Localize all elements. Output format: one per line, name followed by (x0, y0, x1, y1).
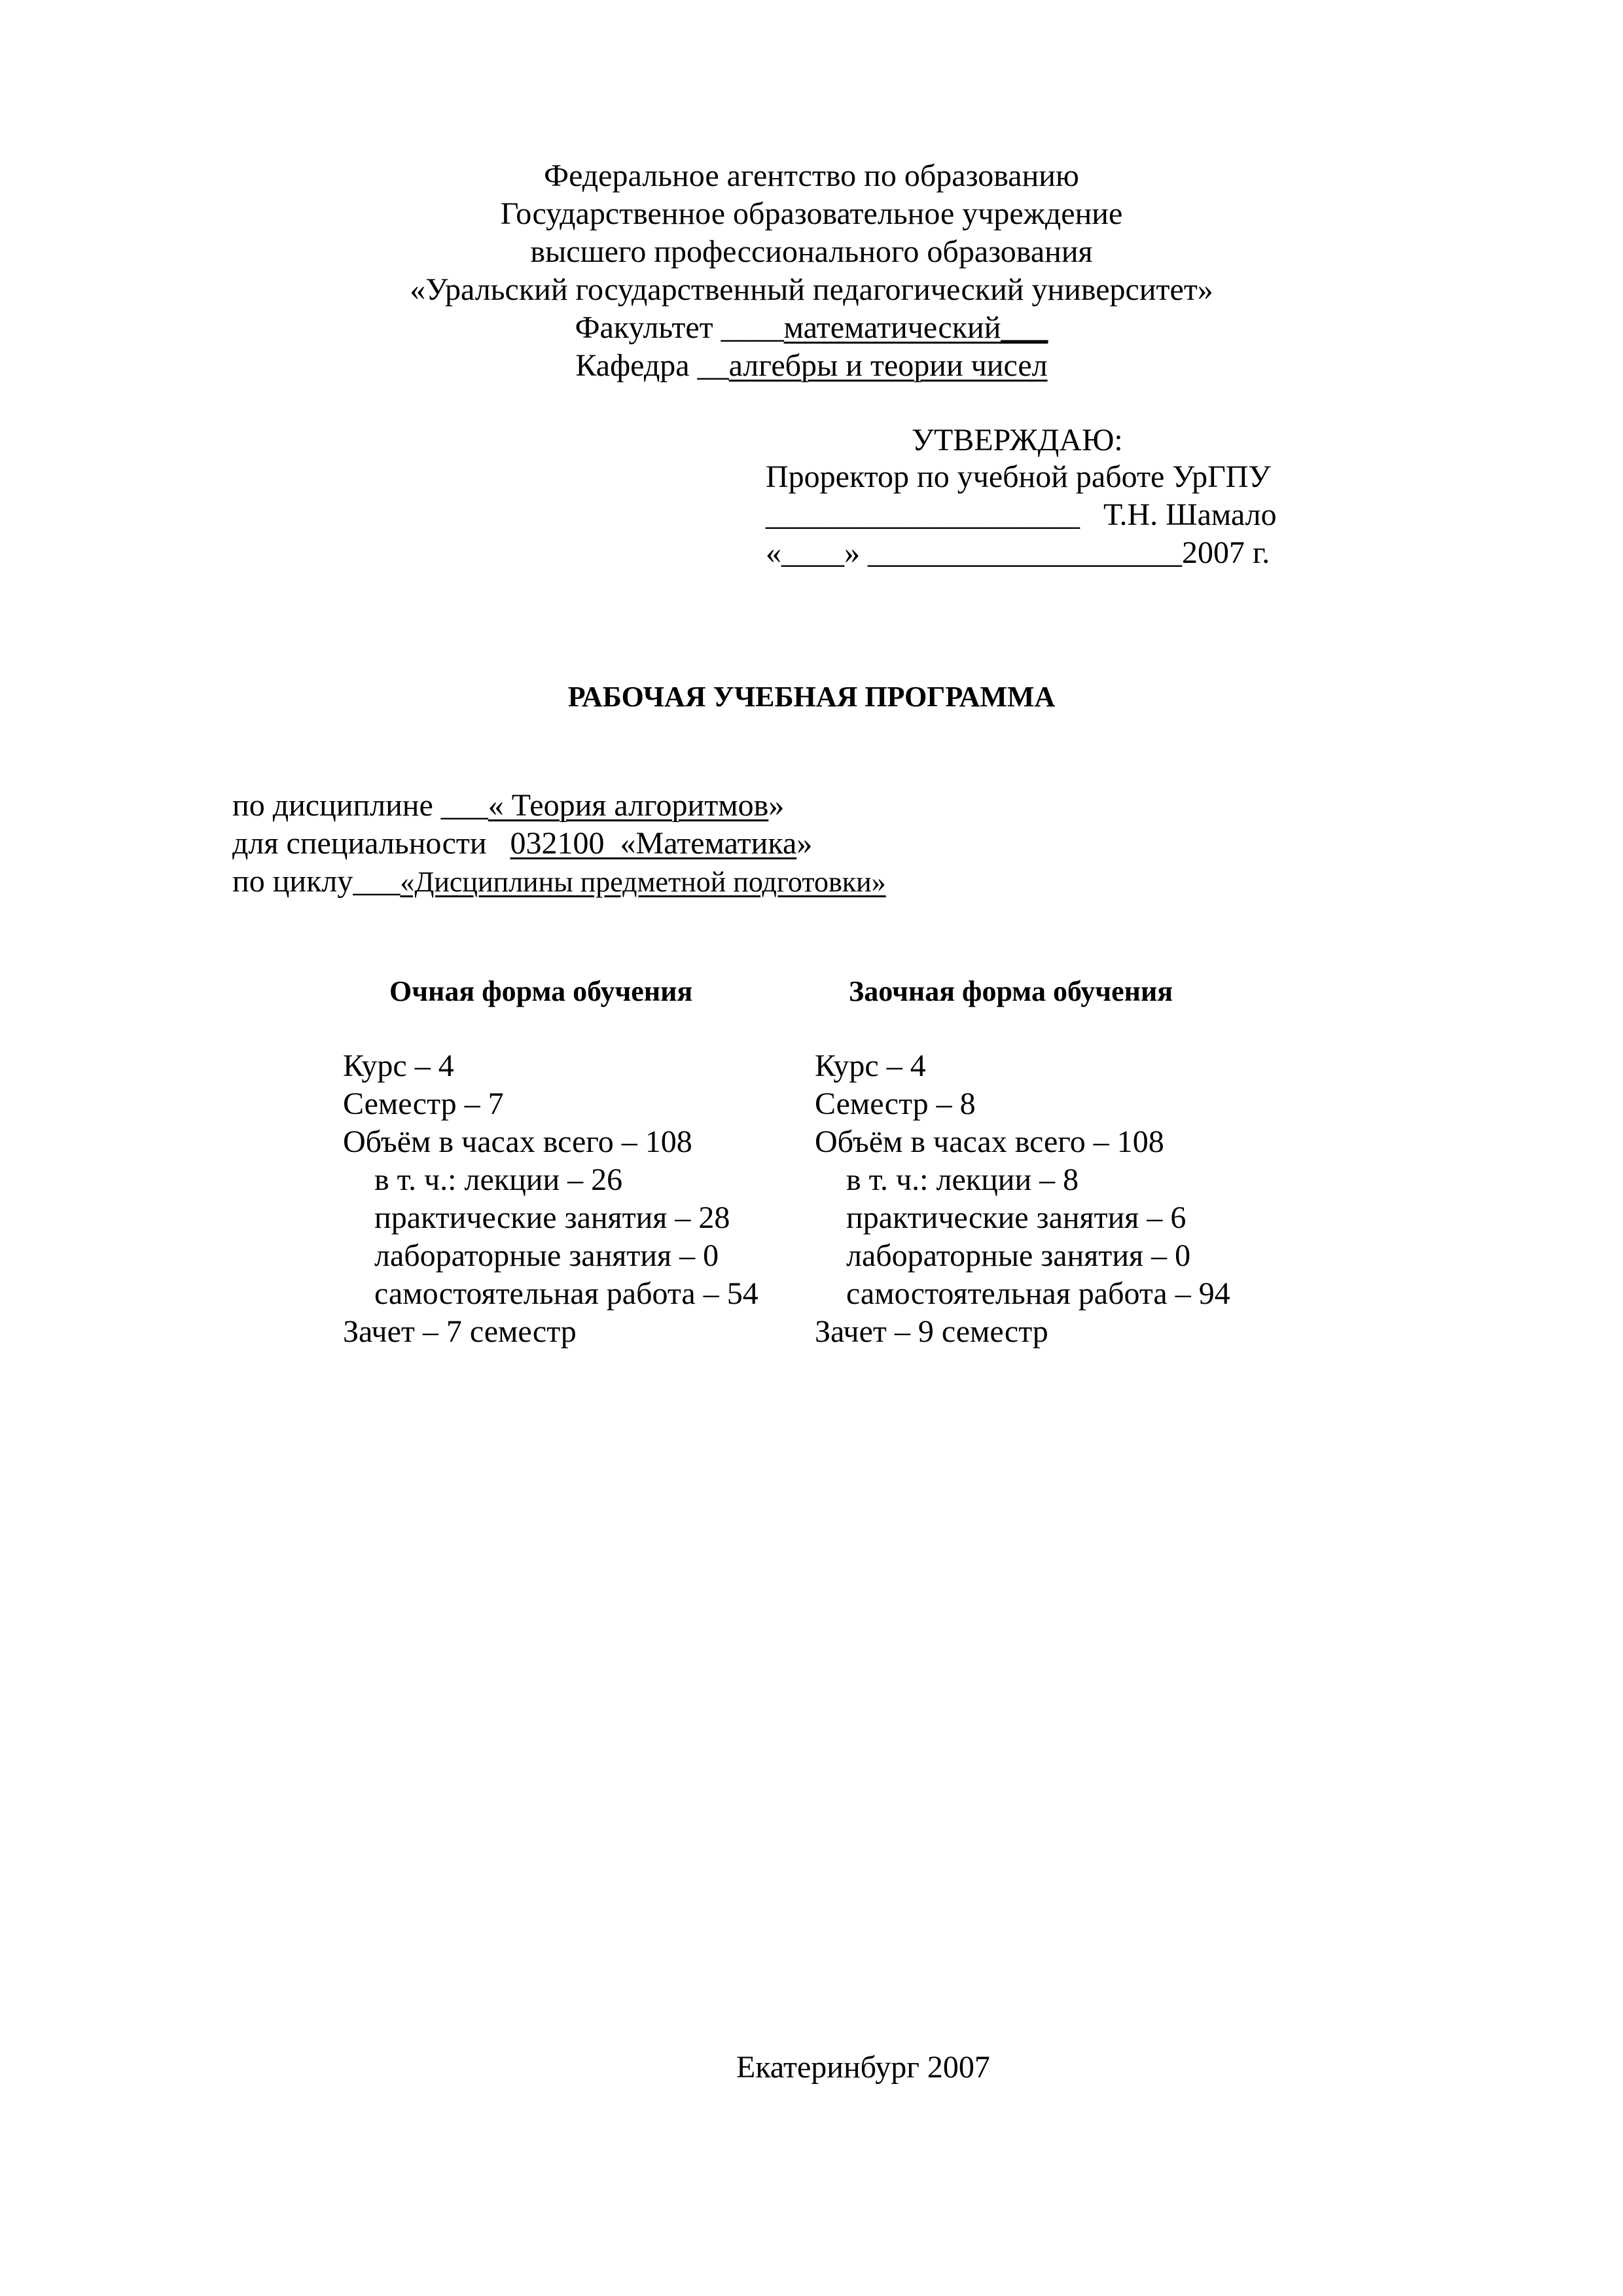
full-time-independent: самостоятельная работа – 54 (374, 1276, 758, 1311)
signatory-name: Т.Н. Шамало (1080, 497, 1277, 532)
full-time-course: Курс – 4 (343, 1049, 454, 1083)
cycle-line (232, 863, 886, 901)
full-time-lab: лабораторные занятия – 0 (374, 1238, 719, 1273)
specialty-line (232, 825, 812, 863)
date-blank-day: ____ (781, 535, 844, 570)
department-value: алгебры и теории чисел (728, 348, 1048, 383)
part-time-course: Курс – 4 (815, 1049, 926, 1083)
part-time-practical: практические занятия – 6 (846, 1200, 1186, 1235)
department-label: Кафедра (575, 348, 698, 383)
signature-blank: __________________ (797, 497, 1080, 532)
full-time-heading: Очная форма обучения (389, 975, 693, 1007)
specialty-label: для специальности (232, 826, 510, 861)
part-time-lectures: в т. ч.: лекции – 8 (846, 1162, 1079, 1197)
approval-date-line (766, 534, 1270, 572)
specialty-value: 032100 «Математика (510, 826, 797, 861)
approval-signature-line (766, 496, 1277, 534)
department-blank: __ (697, 348, 729, 383)
part-time-lab: лабораторные занятия – 0 (846, 1238, 1191, 1273)
agency-line: Федеральное агентство по образованию (544, 158, 1079, 193)
discipline-close: » (768, 788, 785, 823)
cycle-label: по циклу (232, 864, 353, 899)
date-close-quote: » (844, 535, 868, 570)
signature-line-start: __ (766, 497, 797, 532)
institution-type-line: Государственное образовательное учреждение (500, 196, 1123, 231)
part-time-semester: Семестр – 8 (815, 1086, 976, 1121)
cycle-blank: ___ (353, 864, 401, 899)
education-level-line: высшего профессионального образования (530, 234, 1093, 269)
date-year: _2007 г. (1166, 535, 1270, 570)
date-blank-month2: _____ (1088, 535, 1166, 570)
university-line: «Уральский государственный педагогический университет» (410, 272, 1213, 307)
full-time-total-hours: Объём в часах всего – 108 (343, 1124, 692, 1159)
approval-title: УТВЕРЖДАЮ: (912, 423, 1123, 457)
date-blank-month: ______________ (868, 535, 1088, 570)
department-line (0, 347, 1623, 385)
date-open-quote: « (766, 535, 781, 570)
specialty-close: » (796, 826, 813, 861)
discipline-blank: ___ (440, 788, 488, 823)
part-time-credit: Зачет – 9 семестр (815, 1314, 1048, 1349)
full-time-practical: практические занятия – 28 (374, 1200, 730, 1235)
full-time-semester: Семестр – 7 (343, 1086, 504, 1121)
part-time-independent: самостоятельная работа – 94 (846, 1276, 1230, 1311)
faculty-blank: ____ (721, 310, 784, 345)
full-time-credit: Зачет – 7 семестр (343, 1314, 577, 1349)
part-time-heading: Заочная форма обучения (849, 975, 1173, 1007)
footer-city-year: Екатеринбург 2007 (736, 2050, 990, 2085)
faculty-label: Факультет (575, 310, 721, 345)
faculty-value: математический___ (783, 310, 1048, 345)
approval-position: Проректор по учебной работе УрГПУ (766, 459, 1271, 494)
discipline-label: по дисциплине (232, 788, 441, 823)
cycle-value: «Дисциплины предметной подготовки» (400, 866, 886, 898)
faculty-line (0, 309, 1623, 347)
part-time-total-hours: Объём в часах всего – 108 (815, 1124, 1164, 1159)
discipline-line (232, 787, 784, 825)
full-time-lectures: в т. ч.: лекции – 26 (374, 1162, 623, 1197)
discipline-value: « Теория алгоритмов (488, 788, 769, 823)
document-title: РАБОЧАЯ УЧЕБНАЯ ПРОГРАММА (567, 681, 1056, 713)
